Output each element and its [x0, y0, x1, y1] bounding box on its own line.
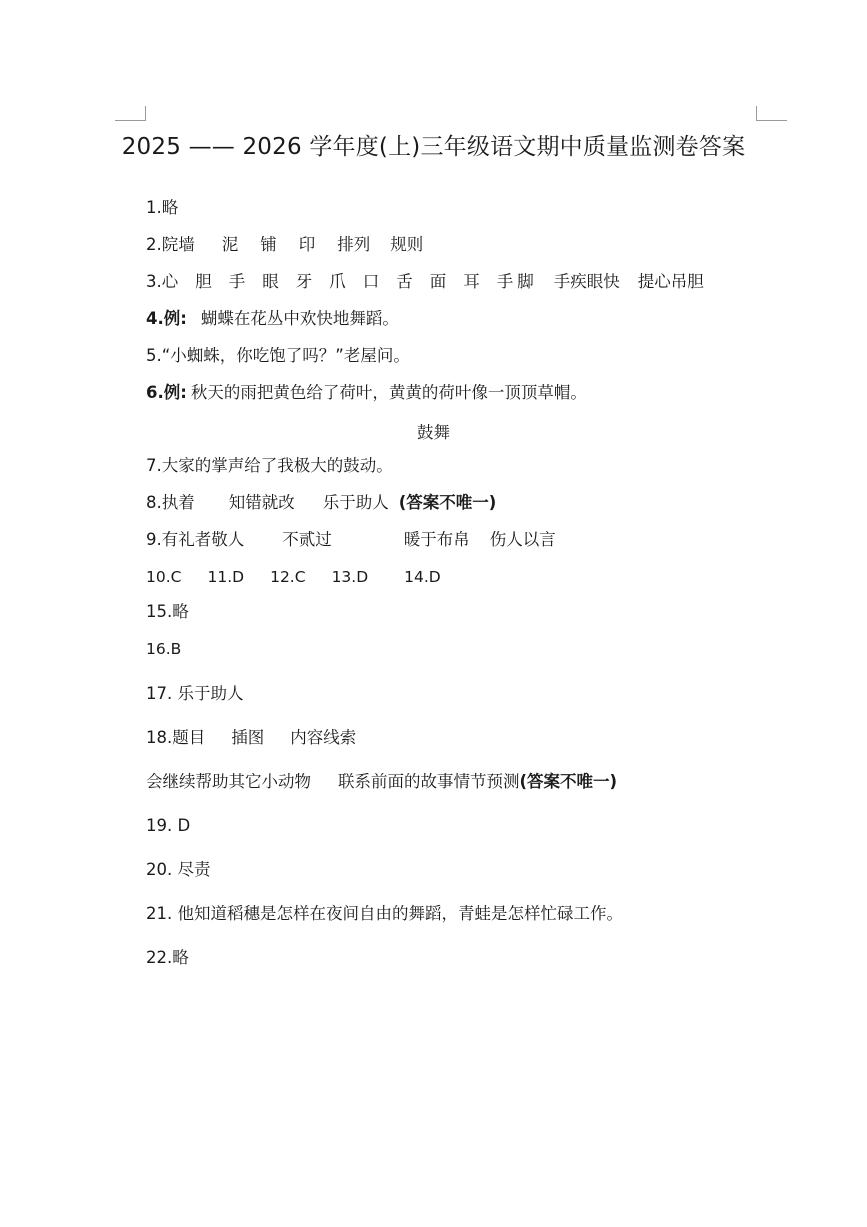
answer-2-item: 规则 — [390, 235, 424, 254]
answer-15: 15.略 — [146, 602, 189, 621]
answer-8-item: 知错就改 — [228, 493, 295, 512]
answer-2 — [146, 234, 423, 256]
page-corner-mark-left — [115, 106, 146, 121]
answer-22: 22.略 — [146, 948, 189, 967]
page-corner-mark-right — [756, 106, 787, 121]
choice-answer: 14.D — [404, 568, 441, 586]
answer-3-item: 3.心 — [146, 272, 179, 291]
answer-9-item: 暖于布帛 — [403, 530, 470, 549]
answer-8-item: 8.执着 — [146, 493, 195, 512]
answer-6 — [146, 382, 587, 404]
answer-18-item: 联系前面的故事情节预测 — [338, 772, 520, 791]
answer-2-item: 排列 — [337, 235, 371, 254]
answer-2-item: 印 — [298, 235, 316, 254]
answer-3-item: 耳 — [463, 272, 480, 291]
answer-3-item: 眼 — [262, 272, 279, 291]
answer-2-item: 2.院墙 — [146, 235, 195, 254]
answer-1: 1.略 — [146, 198, 179, 217]
answer-18-continued — [146, 771, 617, 793]
answer-6-text: 秋天的雨把黄色给了荷叶，黄黄的荷叶像一顶顶草帽。 — [190, 383, 587, 402]
answer-8-item: 乐于助人 — [322, 493, 389, 512]
answer-9-item: 伤人以言 — [489, 530, 556, 549]
choice-answer: 12.C — [270, 568, 306, 586]
answer-18-item: 会继续帮助其它小动物 — [146, 772, 311, 791]
answer-note: (答案不唯一) — [519, 772, 618, 791]
answer-4-text: 蝴蝶在花丛中欢快地舞蹈。 — [200, 309, 399, 328]
answer-17: 17. 乐于助人 — [146, 684, 244, 703]
example-label: 4.例: — [146, 309, 187, 328]
answer-3-item: 面 — [429, 272, 447, 291]
choice-answer: 13.D — [331, 568, 369, 586]
answer-3 — [146, 271, 704, 293]
answer-18-item: 插图 — [231, 728, 265, 747]
document-title: 2025 —— 2026 学年度(上)三年级语文期中质量监测卷答案 — [121, 134, 746, 160]
example-label: 6.例: — [146, 383, 187, 402]
choice-answer: 10.C — [146, 568, 182, 586]
answer-3-item: 爪 — [329, 272, 346, 291]
answer-18-item: 18.题目 — [146, 728, 206, 747]
answer-9-item: 不贰过 — [282, 530, 332, 549]
answer-18 — [146, 727, 356, 749]
answer-3-item: 提心吊胆 — [637, 272, 704, 291]
answer-9-item: 9.有礼者敬人 — [146, 530, 245, 549]
answer-19: 19. D — [146, 816, 191, 835]
answer-7-correction: 鼓舞 — [417, 423, 450, 442]
answer-2-item: 铺 — [260, 235, 277, 254]
answer-5: 5.“小蜘蛛，你吃饱了吗？”老屋问。 — [146, 346, 410, 365]
answer-3-item: 舌 — [396, 272, 413, 291]
answer-10-14 — [146, 566, 441, 588]
answer-3-item: 脚 — [517, 272, 534, 291]
answer-3-item: 手疾眼快 — [553, 272, 620, 291]
answer-4 — [146, 308, 399, 330]
answer-9 — [146, 529, 556, 551]
answer-20: 20. 尽责 — [146, 860, 211, 879]
answer-3-item: 口 — [362, 272, 380, 291]
answer-2-item: 泥 — [221, 235, 239, 254]
answer-note: (答案不唯一) — [398, 493, 497, 512]
answer-3-item: 手 — [228, 272, 246, 291]
answer-7: 7.大家的掌声给了我极大的鼓动。 — [146, 456, 393, 475]
answer-3-item: 牙 — [295, 272, 313, 291]
answer-18-item: 内容线索 — [290, 728, 357, 747]
answer-3-item: 手 — [496, 272, 514, 291]
answer-16: 16.B — [146, 640, 182, 658]
answer-3-item: 胆 — [195, 272, 212, 291]
answer-8 — [146, 492, 496, 514]
answer-21: 21. 他知道稻穗是怎样在夜间自由的舞蹈，青蛙是怎样忙碌工作。 — [146, 904, 623, 923]
choice-answer: 11.D — [207, 568, 245, 586]
